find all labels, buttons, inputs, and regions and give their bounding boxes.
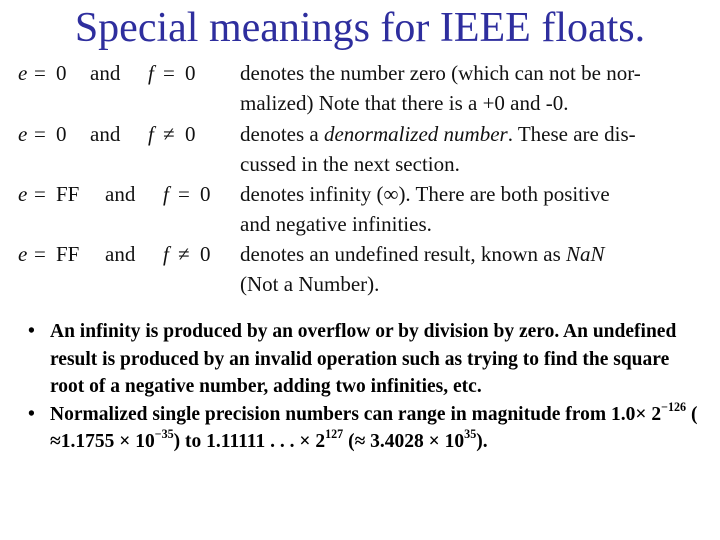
f-value: 0: [185, 61, 196, 85]
description-text: denotes an undefined result, known as: [240, 242, 567, 266]
f-variable: f: [148, 122, 154, 146]
and-word: and: [105, 182, 136, 206]
f-relation: =: [178, 182, 190, 206]
f-relation: =: [163, 61, 175, 85]
description-line: and negative infinities.: [240, 212, 432, 236]
e-relation: =: [34, 242, 46, 266]
text-segment: ) to 1.11111 . . . × 2: [173, 431, 326, 452]
f-value: 0: [200, 242, 211, 266]
e-variable: e: [18, 242, 28, 266]
text-segment: ( ≈1.1755 × 10: [50, 403, 698, 452]
text-segment: ).: [476, 431, 488, 452]
f-value: 0: [200, 182, 211, 206]
bullet-text: [50, 399, 698, 453]
description-line: denotes the number zero (which can not be nor-: [240, 61, 641, 85]
and-word: and: [90, 122, 121, 146]
e-value: 0: [56, 61, 67, 85]
description-line: [240, 239, 700, 269]
e-value: 0: [56, 122, 67, 146]
text-segment: Normalized single precision numbers can range in magnitude from 1.0× 2: [50, 403, 662, 425]
exponent: −35: [154, 427, 174, 442]
and-word: and: [105, 242, 136, 266]
description-line: (Not a Number).: [240, 272, 380, 296]
bullet-marker: •: [28, 321, 35, 342]
nan-term: NaN: [566, 242, 605, 266]
bullet-text: An infinity is produced by an overflow or by division by zero. An undefined result is produced by an invalid operation such as trying to find the square root of a negative number, adding two infinities, etc.: [50, 321, 677, 397]
e-variable: e: [18, 122, 28, 146]
bullet-marker: •: [28, 403, 35, 425]
description-text: . These are dis-: [507, 122, 636, 146]
description-line: cussed in the next section.: [240, 152, 460, 176]
description-line: malized) Note that there is a +0 and -0.: [240, 91, 569, 115]
slide-title: Special meanings for IEEE floats.: [74, 5, 646, 51]
description: [240, 179, 700, 239]
description: [240, 239, 700, 299]
f-relation: ≠: [178, 242, 190, 266]
f-variable: f: [163, 242, 169, 266]
e-relation: =: [34, 122, 46, 146]
description-line: [240, 119, 700, 149]
exponent: 35: [464, 427, 477, 442]
f-relation: ≠: [163, 122, 175, 146]
denormalized-number-term: denormalized number: [323, 122, 508, 146]
f-variable: f: [148, 61, 154, 85]
f-variable: f: [163, 182, 169, 206]
f-value: 0: [185, 122, 196, 146]
bullet-item: [28, 318, 698, 401]
e-value: FF: [56, 242, 80, 266]
e-variable: e: [18, 182, 28, 206]
e-relation: =: [34, 182, 46, 206]
description-text: denotes a: [240, 122, 324, 146]
e-value: FF: [56, 182, 80, 206]
description: [240, 119, 700, 179]
e-variable: e: [18, 61, 28, 85]
and-word: and: [90, 61, 121, 85]
exponent: 127: [325, 427, 344, 442]
e-relation: =: [34, 61, 46, 85]
bullet-item: [28, 401, 698, 456]
bullet-list: [28, 318, 698, 456]
exponent: −126: [661, 399, 687, 414]
description: [240, 58, 700, 118]
text-segment: (≈ 3.4028 × 10: [343, 431, 465, 452]
description-line: denotes infinity (∞). There are both positive: [240, 182, 610, 206]
